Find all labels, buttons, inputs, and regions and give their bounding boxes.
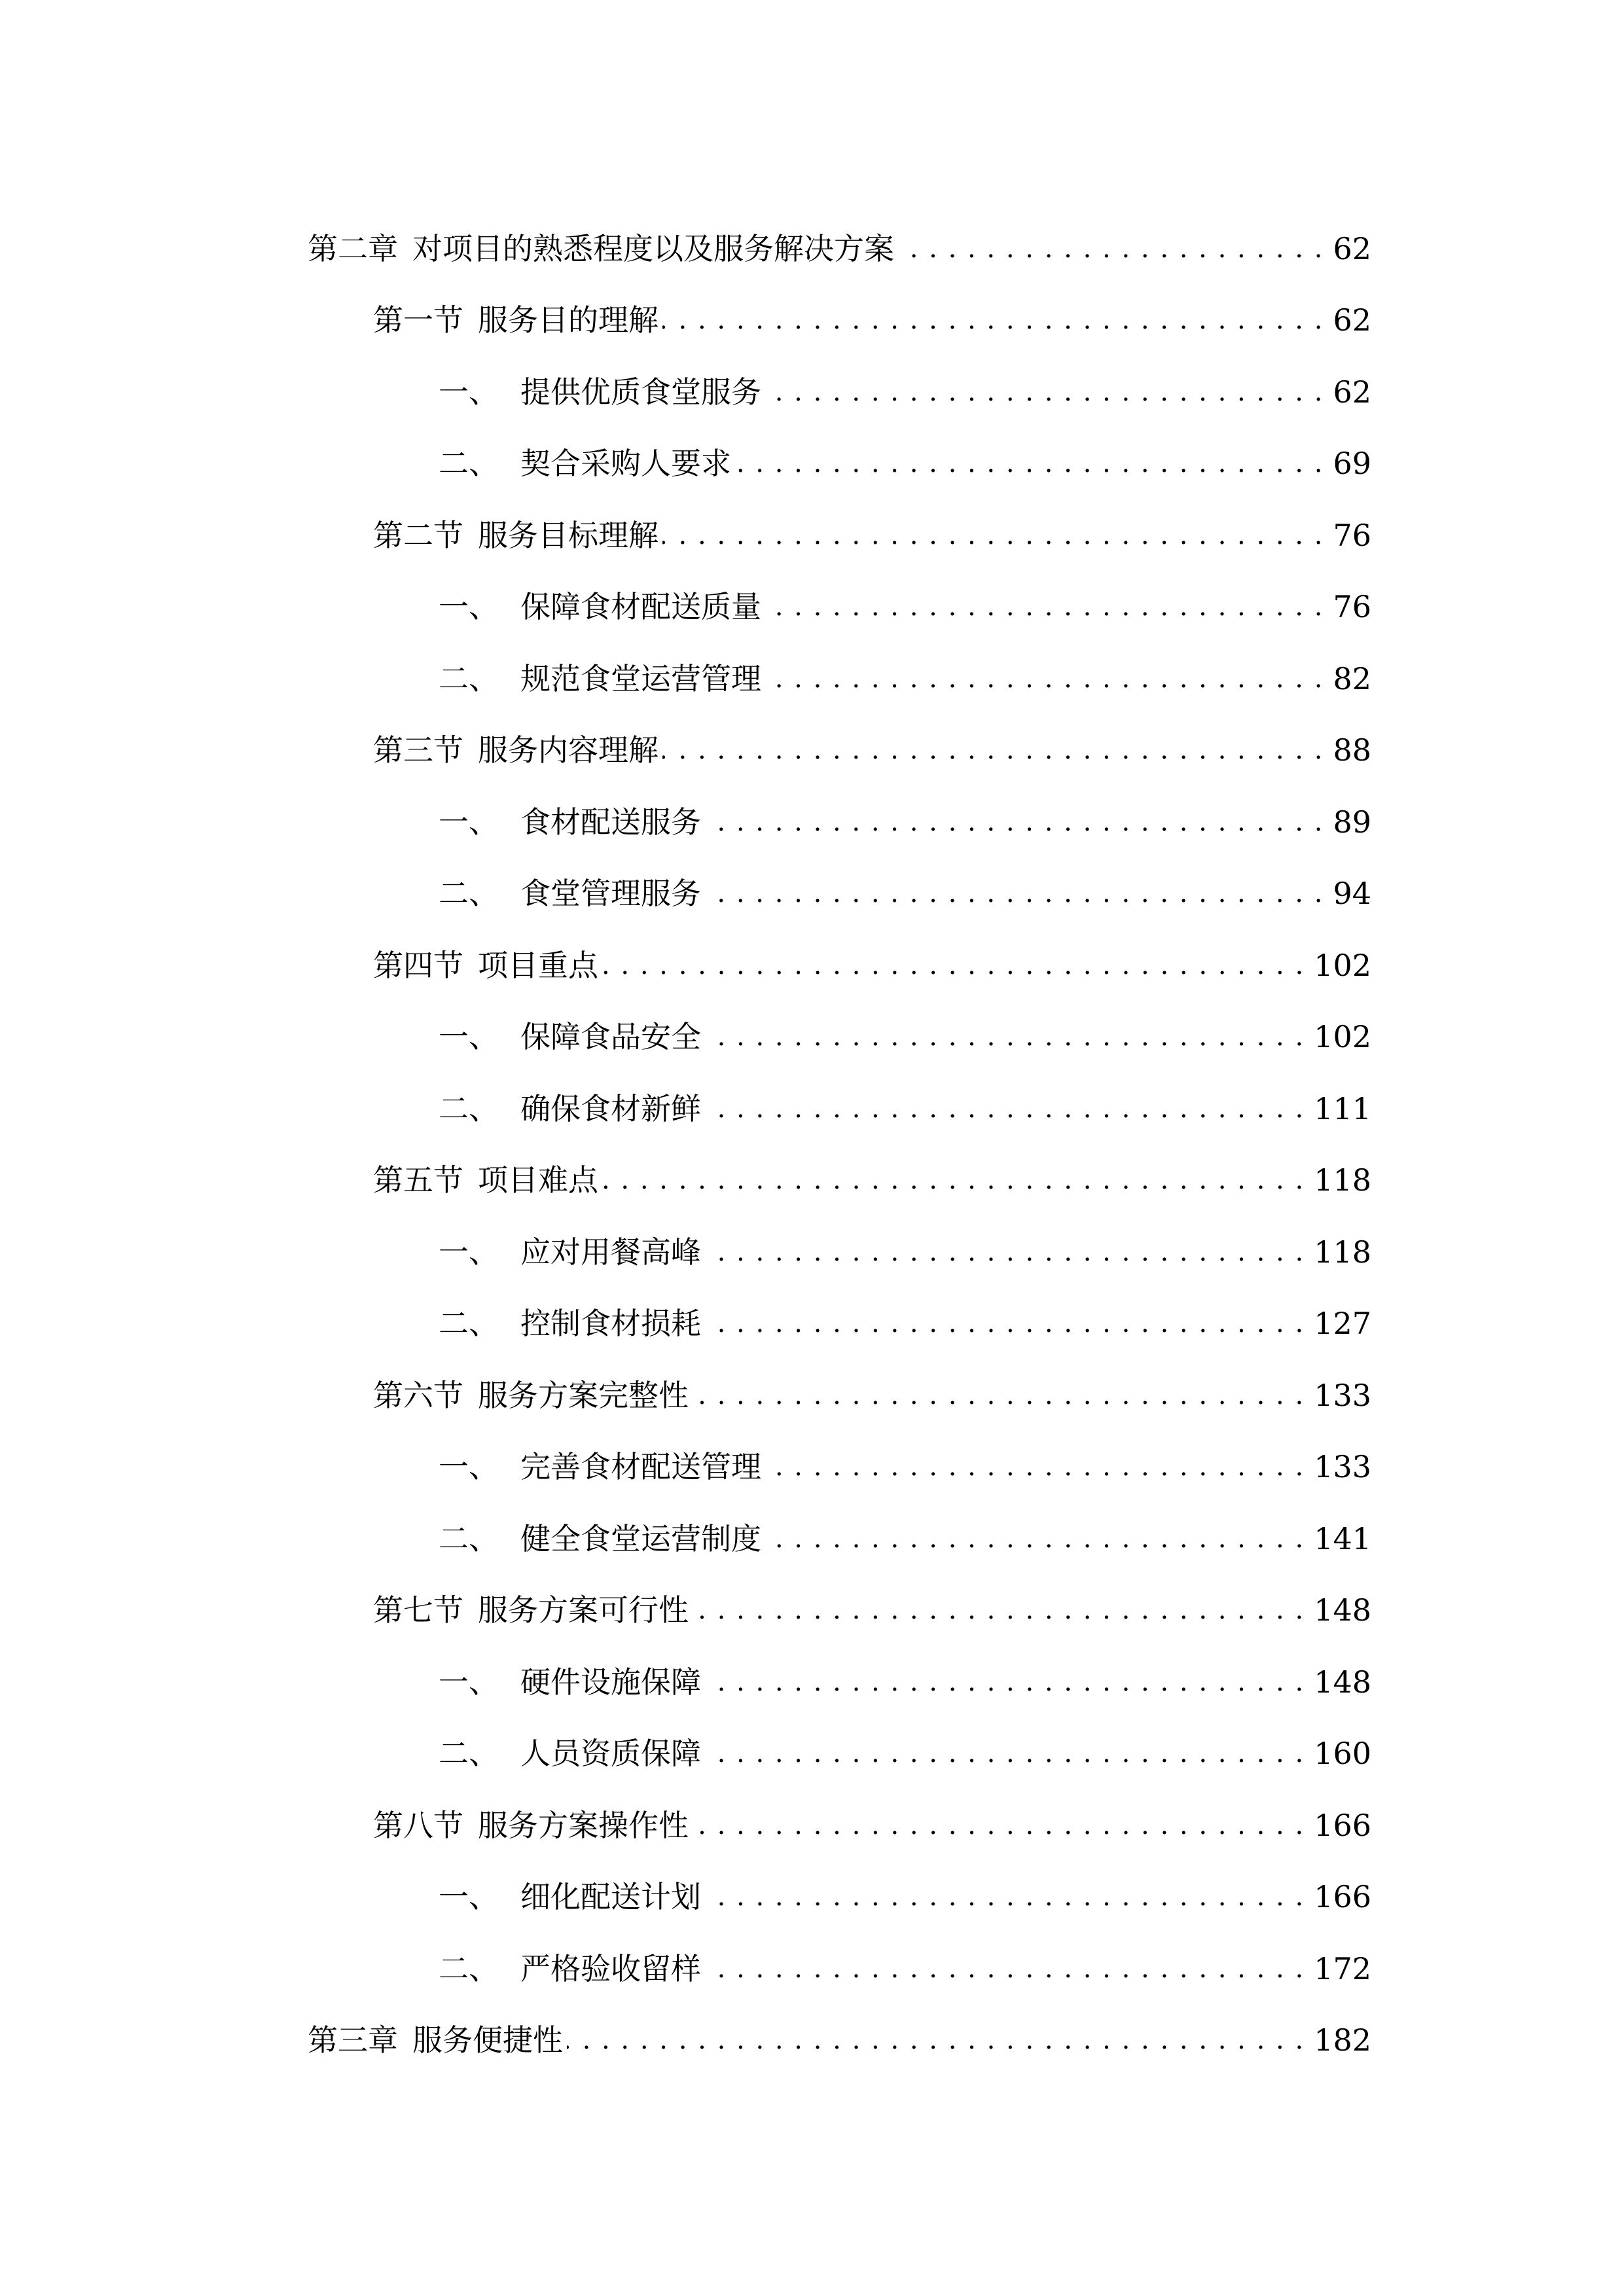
- dot-leader: [705, 1232, 1305, 1272]
- toc-entry-number: 第一节: [373, 302, 463, 338]
- toc-entry-subsection[interactable]: [308, 1056, 1371, 1128]
- toc-entry-page: 182: [1314, 2022, 1371, 2058]
- toc-entry-page: 111: [1314, 1090, 1371, 1126]
- toc-entry-title: 健全食堂运营制度: [520, 1520, 761, 1556]
- toc-entry-section[interactable]: [308, 913, 1371, 985]
- toc-entry-subsection[interactable]: [308, 1486, 1371, 1558]
- toc-entry-number: 第四节: [373, 947, 463, 983]
- toc-entry-number: 一、: [439, 589, 499, 624]
- toc-entry-number: 二、: [439, 446, 499, 481]
- toc-entry-number: 第二章: [308, 230, 398, 266]
- toc-entry-subsection[interactable]: [308, 1916, 1371, 1988]
- dot-leader: [705, 1662, 1305, 1702]
- toc-entry-number: 第三节: [373, 732, 463, 768]
- toc-entry-page: 94: [1333, 876, 1371, 911]
- toc-entry-number: 一、: [439, 1449, 499, 1484]
- toc-entry-subsection[interactable]: [308, 555, 1371, 627]
- toc-entry-number: 第八节: [373, 1807, 463, 1843]
- toc-entry-page: 62: [1333, 302, 1371, 338]
- toc-entry-subsection[interactable]: [308, 770, 1371, 842]
- dot-leader: [735, 444, 1324, 483]
- toc-entry-title: 提供优质食堂服务: [520, 374, 761, 410]
- toc-entry-subsection[interactable]: [308, 1272, 1371, 1344]
- toc-entry-subsection[interactable]: [308, 340, 1371, 412]
- toc-entry-number: 第三章: [308, 2022, 398, 2058]
- toc-entry-section[interactable]: [308, 698, 1371, 770]
- toc-entry-title: 严格验收留样: [520, 1950, 701, 1986]
- toc-entry-number: 第五节: [373, 1162, 463, 1198]
- toc-entry-section[interactable]: [308, 1128, 1371, 1200]
- toc-entry-chapter[interactable]: [308, 1988, 1371, 2060]
- toc-entry-page: 89: [1333, 804, 1371, 840]
- toc-entry-page: 172: [1314, 1950, 1371, 1986]
- toc-entry-subsection[interactable]: [308, 1415, 1371, 1487]
- toc-entry-section[interactable]: [308, 483, 1371, 555]
- toc-entry-title: 应对用餐高峰: [520, 1234, 701, 1270]
- dot-leader: [662, 300, 1324, 340]
- toc-entry-number: 二、: [439, 1736, 499, 1771]
- toc-entry-subsection[interactable]: [308, 842, 1371, 914]
- toc-entry-section[interactable]: [308, 1558, 1371, 1630]
- toc-entry-page: 62: [1333, 374, 1371, 410]
- toc-entry-number: 第七节: [373, 1592, 463, 1628]
- toc-entry-subsection[interactable]: [308, 985, 1371, 1057]
- toc-entry-number: 一、: [439, 1019, 499, 1054]
- toc-entry-title: 服务内容理解: [478, 732, 659, 768]
- toc-entry-title: 人员资质保障: [520, 1736, 701, 1771]
- dot-leader: [705, 1304, 1305, 1343]
- toc-entry-page: 127: [1314, 1306, 1371, 1341]
- toc-entry-page: 133: [1314, 1377, 1371, 1413]
- toc-entry-subsection[interactable]: [308, 1200, 1371, 1272]
- toc-entry-title: 食材配送服务: [520, 804, 701, 840]
- toc-entry-title: 服务方案操作性: [478, 1807, 689, 1843]
- dot-leader: [705, 1089, 1305, 1128]
- toc-entry-page: 160: [1314, 1736, 1371, 1771]
- toc-entry-number: 一、: [439, 374, 499, 410]
- toc-entry-page: 118: [1314, 1234, 1371, 1270]
- toc-entry-number: 第六节: [373, 1377, 463, 1413]
- toc-entry-title: 服务便捷性: [412, 2022, 563, 2058]
- toc-entry-title: 契合采购人要求: [520, 446, 731, 481]
- toc-entry-number: 二、: [439, 1090, 499, 1126]
- dot-leader: [662, 516, 1324, 555]
- toc-entry-page: 62: [1333, 230, 1371, 266]
- toc-entry-title: 细化配送计划: [520, 1879, 701, 1914]
- toc-entry-page: 141: [1314, 1520, 1371, 1556]
- dot-leader: [693, 1590, 1305, 1630]
- toc-entry-subsection[interactable]: [308, 1630, 1371, 1702]
- dot-leader: [662, 730, 1324, 770]
- toc-entry-page: 118: [1314, 1162, 1371, 1198]
- toc-entry-subsection[interactable]: [308, 626, 1371, 698]
- dot-leader: [705, 1949, 1305, 1988]
- dot-leader: [765, 587, 1324, 626]
- toc-entry-page: 88: [1333, 732, 1371, 768]
- toc-entry-page: 133: [1314, 1449, 1371, 1484]
- dot-leader: [705, 874, 1324, 913]
- toc-entry-section[interactable]: [308, 1343, 1371, 1415]
- toc-entry-number: 二、: [439, 1520, 499, 1556]
- toc-entry-title: 保障食材配送质量: [520, 589, 761, 624]
- toc-entry-title: 控制食材损耗: [520, 1306, 701, 1341]
- toc-entry-page: 102: [1314, 947, 1371, 983]
- table-of-contents: [308, 196, 1371, 2060]
- toc-entry-page: 76: [1333, 517, 1371, 553]
- toc-entry-page: 82: [1333, 660, 1371, 696]
- toc-entry-page: 76: [1333, 589, 1371, 624]
- toc-entry-subsection[interactable]: [308, 1845, 1371, 1917]
- toc-entry-number: 第二节: [373, 517, 463, 553]
- toc-entry-title: 规范食堂运营管理: [520, 660, 761, 696]
- toc-entry-title: 服务目标理解: [478, 517, 659, 553]
- toc-entry-title: 服务目的理解: [478, 302, 659, 338]
- toc-entry-chapter[interactable]: [308, 196, 1371, 268]
- toc-entry-number: 一、: [439, 1664, 499, 1700]
- toc-entry-title: 项目难点: [478, 1162, 598, 1198]
- toc-entry-title: 项目重点: [478, 947, 598, 983]
- toc-entry-section[interactable]: [308, 1773, 1371, 1845]
- dot-leader: [765, 1447, 1305, 1486]
- toc-entry-page: 148: [1314, 1592, 1371, 1628]
- toc-entry-title: 服务方案可行性: [478, 1592, 689, 1628]
- dot-leader: [765, 1519, 1305, 1558]
- toc-entry-page: 69: [1333, 446, 1371, 481]
- toc-entry-number: 一、: [439, 1234, 499, 1270]
- dot-leader: [602, 1160, 1305, 1200]
- dot-leader: [705, 802, 1324, 842]
- toc-entry-title: 服务方案完整性: [478, 1377, 689, 1413]
- dot-leader: [898, 229, 1324, 268]
- toc-entry-subsection[interactable]: [308, 1702, 1371, 1774]
- dot-leader: [765, 659, 1324, 698]
- toc-entry-section[interactable]: [308, 268, 1371, 340]
- toc-entry-page: 102: [1314, 1019, 1371, 1054]
- toc-entry-title: 确保食材新鲜: [520, 1090, 701, 1126]
- toc-entry-page: 148: [1314, 1664, 1371, 1700]
- dot-leader: [705, 1734, 1305, 1773]
- toc-entry-number: 一、: [439, 1879, 499, 1914]
- toc-entry-page: 166: [1314, 1807, 1371, 1843]
- dot-leader: [693, 1376, 1305, 1415]
- toc-entry-title: 保障食品安全: [520, 1019, 701, 1054]
- toc-entry-title: 完善食材配送管理: [520, 1449, 761, 1484]
- dot-leader: [705, 1017, 1305, 1056]
- toc-entry-page: 166: [1314, 1879, 1371, 1914]
- toc-entry-title: 对项目的熟悉程度以及服务解决方案: [412, 230, 894, 266]
- dot-leader: [705, 1877, 1305, 1916]
- dot-leader: [765, 372, 1324, 412]
- toc-entry-number: 二、: [439, 1950, 499, 1986]
- toc-entry-subsection[interactable]: [308, 412, 1371, 484]
- toc-entry-title: 食堂管理服务: [520, 876, 701, 911]
- toc-entry-number: 二、: [439, 660, 499, 696]
- toc-entry-number: 二、: [439, 876, 499, 911]
- dot-leader: [602, 946, 1305, 985]
- dot-leader: [693, 1806, 1305, 1845]
- dot-leader: [567, 2020, 1305, 2060]
- toc-entry-number: 一、: [439, 804, 499, 840]
- toc-entry-number: 二、: [439, 1306, 499, 1341]
- toc-entry-title: 硬件设施保障: [520, 1664, 701, 1700]
